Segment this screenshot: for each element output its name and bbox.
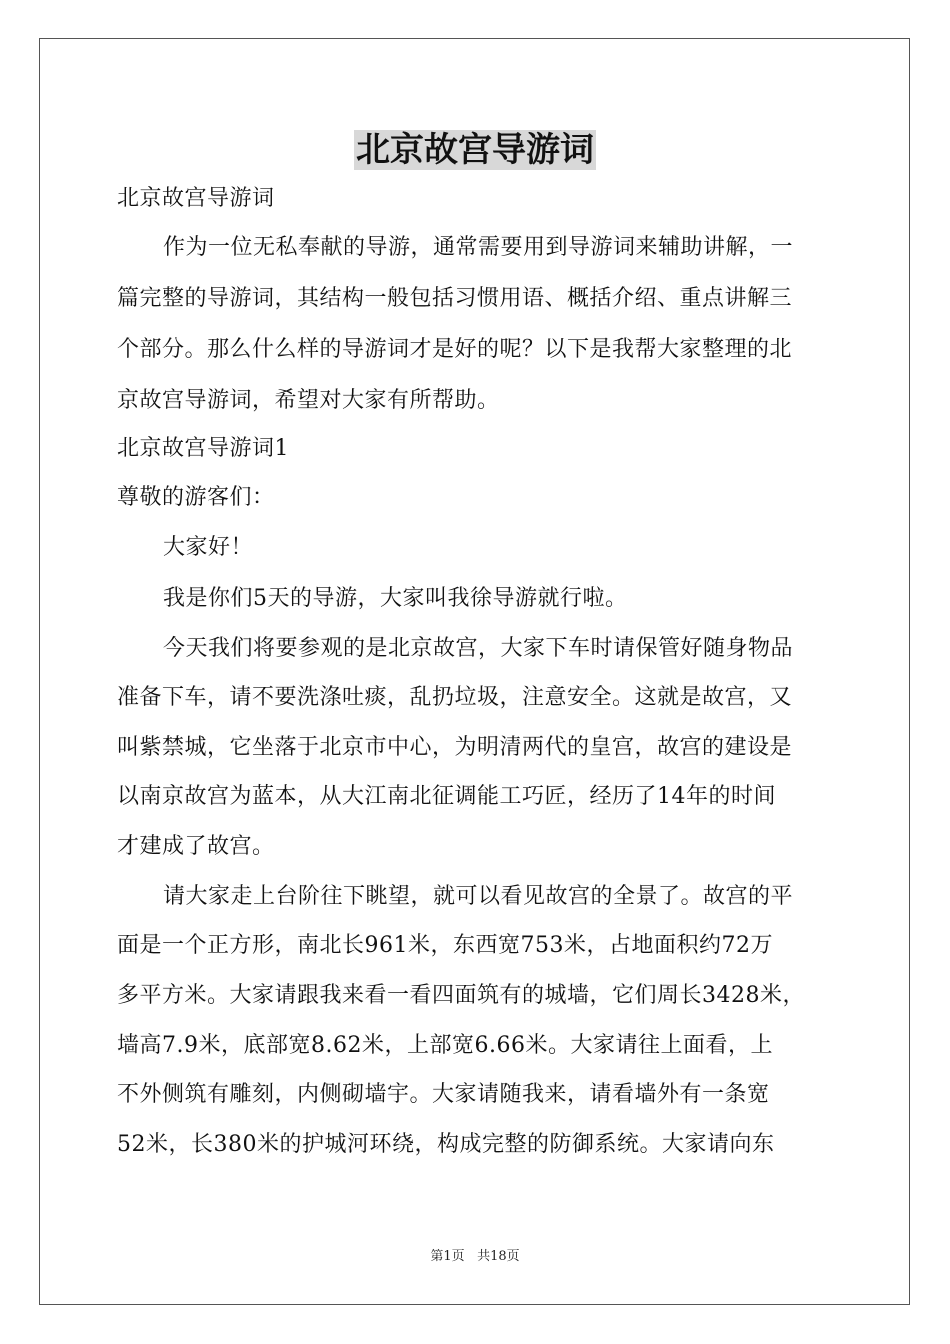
document-title	[0, 128, 950, 172]
paragraph-line: 才建成了故宫。	[117, 834, 275, 859]
paragraph-line: 个部分。那么什么样的导游词才是好的呢？以下是我帮大家整理的北	[117, 337, 793, 362]
paragraph-line: 京故宫导游词，希望对大家有所帮助。	[117, 388, 500, 413]
paragraph-line: 面是一个正方形，南北长961米，东西宽753米，占地面积约72万	[117, 933, 773, 958]
paragraph-line: 篇完整的导游词，其结构一般包括习惯用语、概括介绍、重点讲解三	[117, 286, 793, 311]
paragraph-line: 我是你们5天的导游，大家叫我徐导游就行啦。	[163, 586, 628, 611]
page-total: 共18页	[477, 1249, 520, 1264]
page-border	[39, 38, 910, 1305]
greeting-line: 尊敬的游客们：	[117, 485, 275, 510]
footer-spacer	[465, 1249, 477, 1264]
page-footer	[0, 1248, 950, 1266]
paragraph-line: 准备下车，请不要洗涤吐痰，乱扔垃圾，注意安全。这就是故宫，又	[117, 685, 793, 710]
paragraph-line: 以南京故宫为蓝本，从大江南北征调能工巧匠，经历了14年的时间	[117, 784, 776, 809]
paragraph-line: 52米，长380米的护城河环绕，构成完整的防御系统。大家请向东	[117, 1132, 775, 1157]
paragraph-line: 大家好！	[163, 535, 254, 560]
paragraph-line: 墙高7.9米，底部宽8.62米，上部宽6.66米。大家请往上面看，上	[117, 1033, 773, 1058]
subtitle-line: 北京故宫导游词	[117, 186, 275, 211]
paragraph-line: 叫紫禁城，它坐落于北京市中心，为明清两代的皇宫，故宫的建设是	[117, 735, 793, 760]
paragraph-line: 请大家走上台阶往下眺望，就可以看见故宫的全景了。故宫的平	[163, 884, 794, 909]
section-heading: 北京故宫导游词1	[117, 436, 289, 461]
title-text: 北京故宫导游词	[356, 130, 594, 170]
paragraph-line: 多平方米。大家请跟我来看一看四面筑有的城墙，它们周长3428米，	[117, 983, 805, 1008]
page-number: 第1页	[430, 1249, 465, 1264]
paragraph-line: 不外侧筑有雕刻，内侧砌墙宇。大家请随我来，请看墙外有一条宽	[117, 1082, 770, 1107]
paragraph-line: 作为一位无私奉献的导游，通常需要用到导游词来辅助讲解，一	[163, 235, 794, 260]
paragraph-line: 今天我们将要参观的是北京故宫，大家下车时请保管好随身物品	[163, 636, 794, 661]
